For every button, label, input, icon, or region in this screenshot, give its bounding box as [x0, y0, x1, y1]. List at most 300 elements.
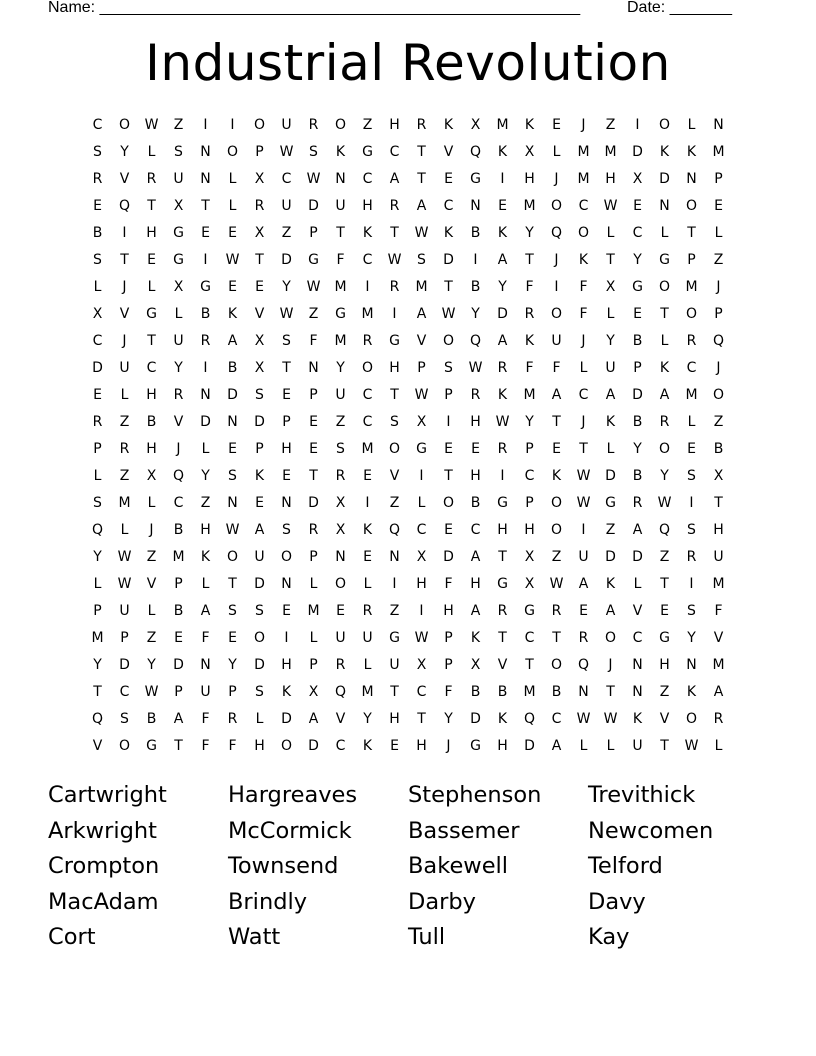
- grid-letter: K: [578, 252, 589, 268]
- grid-letter: P: [714, 171, 723, 187]
- grid-letter: O: [604, 630, 617, 646]
- grid-letter: O: [685, 306, 698, 322]
- word-list-item: Stephenson: [408, 782, 542, 808]
- word-list-item: Arkwright: [48, 817, 157, 844]
- grid-letter: M: [172, 549, 185, 565]
- grid-letter: Z: [605, 522, 616, 538]
- grid-letter: X: [92, 306, 103, 322]
- grid-letter: V: [335, 711, 346, 727]
- grid-letter: S: [255, 684, 264, 700]
- grid-letter: T: [660, 306, 669, 322]
- grid-letter: H: [605, 171, 616, 187]
- grid-letter: O: [253, 117, 266, 133]
- grid-letter: C: [173, 495, 184, 511]
- grid-letter: G: [362, 144, 373, 160]
- grid-letter: J: [554, 252, 559, 268]
- grid-letter: G: [497, 495, 508, 511]
- grid-letter: B: [713, 441, 724, 457]
- grid-letter: M: [523, 387, 536, 403]
- grid-letter: I: [419, 603, 424, 619]
- grid-letter: M: [712, 657, 725, 673]
- grid-letter: Q: [577, 657, 590, 673]
- grid-letter: E: [309, 414, 318, 430]
- grid-letter: U: [335, 387, 346, 403]
- grid-letter: E: [390, 738, 399, 754]
- grid-letter: H: [389, 360, 400, 376]
- grid-letter: L: [687, 414, 696, 430]
- grid-letter: Z: [605, 117, 616, 133]
- grid-letter: L: [633, 576, 642, 592]
- grid-letter: P: [93, 603, 102, 619]
- grid-letter: Y: [687, 630, 696, 646]
- page-title: Industrial Revolution: [145, 34, 671, 92]
- grid-letter: B: [470, 225, 481, 241]
- grid-letter: Y: [174, 360, 183, 376]
- grid-letter: F: [444, 684, 453, 700]
- grid-letter: W: [144, 117, 159, 133]
- grid-letter: P: [174, 684, 183, 700]
- grid-letter: W: [225, 252, 240, 268]
- grid-letter: S: [255, 603, 264, 619]
- grid-letter: R: [686, 333, 697, 349]
- grid-letter: R: [308, 522, 319, 538]
- grid-letter: E: [552, 117, 561, 133]
- grid-letter: K: [524, 333, 535, 349]
- grid-letter: O: [118, 738, 131, 754]
- grid-letter: J: [716, 279, 721, 295]
- grid-letter: E: [336, 603, 345, 619]
- grid-letter: D: [281, 711, 292, 727]
- grid-letter: J: [716, 360, 721, 376]
- grid-letter: H: [497, 738, 508, 754]
- grid-letter: E: [282, 603, 291, 619]
- grid-letter: Y: [660, 468, 669, 484]
- grid-letter: T: [525, 657, 534, 673]
- grid-letter: T: [660, 576, 669, 592]
- grid-letter: P: [633, 360, 642, 376]
- grid-letter: T: [282, 360, 291, 376]
- grid-letter: T: [606, 252, 615, 268]
- grid-row: [84, 112, 732, 139]
- grid-letter: A: [551, 387, 562, 403]
- grid-row: [84, 490, 732, 517]
- grid-letter: I: [689, 576, 694, 592]
- grid-letter: B: [470, 684, 481, 700]
- grid-letter: L: [174, 306, 183, 322]
- grid-letter: C: [389, 144, 400, 160]
- grid-letter: H: [416, 738, 427, 754]
- grid-letter: R: [497, 360, 508, 376]
- grid-letter: T: [687, 225, 696, 241]
- grid-letter: W: [468, 360, 483, 376]
- grid-letter: R: [713, 711, 724, 727]
- grid-letter: Q: [172, 468, 185, 484]
- grid-letter: H: [524, 171, 535, 187]
- grid-letter: W: [576, 468, 591, 484]
- grid-letter: Z: [389, 603, 400, 619]
- grid-letter: O: [550, 198, 563, 214]
- grid-letter: I: [500, 171, 505, 187]
- grid-letter: O: [280, 738, 293, 754]
- grid-letter: G: [389, 630, 400, 646]
- grid-letter: D: [470, 711, 481, 727]
- grid-letter: X: [470, 117, 481, 133]
- grid-letter: M: [685, 279, 698, 295]
- grid-letter: L: [147, 279, 156, 295]
- grid-letter: K: [200, 549, 211, 565]
- grid-letter: A: [200, 603, 211, 619]
- grid-letter: O: [550, 657, 563, 673]
- grid-letter: E: [444, 171, 453, 187]
- grid-letter: T: [174, 738, 183, 754]
- grid-letter: R: [254, 198, 265, 214]
- grid-letter: O: [226, 144, 239, 160]
- grid-letter: S: [282, 333, 291, 349]
- grid-letter: P: [444, 630, 453, 646]
- grid-letter: T: [390, 684, 399, 700]
- word-list-item: Townsend: [228, 853, 339, 879]
- grid-row: [84, 274, 732, 301]
- grid-letter: W: [306, 279, 321, 295]
- grid-letter: X: [254, 225, 265, 241]
- grid-letter: M: [361, 306, 374, 322]
- grid-letter: U: [281, 117, 292, 133]
- grid-letter: E: [552, 441, 561, 457]
- grid-letter: W: [576, 495, 591, 511]
- grid-letter: G: [308, 252, 319, 268]
- grid-row: [84, 220, 732, 247]
- grid-letter: Q: [550, 225, 563, 241]
- grid-letter: G: [632, 279, 643, 295]
- grid-letter: O: [685, 198, 698, 214]
- grid-letter: T: [201, 198, 210, 214]
- grid-letter: T: [93, 684, 102, 700]
- grid-letter: B: [92, 225, 103, 241]
- grid-letter: S: [282, 522, 291, 538]
- grid-letter: R: [227, 711, 238, 727]
- grid-letter: C: [416, 684, 427, 700]
- grid-letter: C: [362, 414, 373, 430]
- word-list-item: MacAdam: [48, 888, 159, 915]
- grid-letter: L: [201, 576, 210, 592]
- grid-letter: A: [632, 522, 643, 538]
- grid-letter: E: [228, 279, 237, 295]
- grid-letter: P: [120, 630, 129, 646]
- grid-letter: N: [200, 144, 211, 160]
- grid-letter: C: [281, 171, 292, 187]
- grid-letter: M: [307, 603, 320, 619]
- grid-letter: B: [470, 495, 481, 511]
- grid-letter: O: [388, 441, 401, 457]
- grid-letter: N: [713, 117, 724, 133]
- grid-letter: W: [576, 711, 591, 727]
- grid-letter: D: [605, 468, 616, 484]
- word-list-item: Newcomen: [588, 817, 714, 844]
- grid-letter: W: [279, 306, 294, 322]
- grid-letter: O: [658, 279, 671, 295]
- grid-letter: H: [254, 738, 265, 754]
- grid-letter: D: [119, 657, 130, 673]
- grid-letter: D: [308, 495, 319, 511]
- grid-letter: F: [552, 360, 561, 376]
- grid-letter: A: [389, 171, 400, 187]
- grid-letter: T: [525, 252, 534, 268]
- grid-letter: O: [442, 495, 455, 511]
- grid-letter: B: [146, 711, 157, 727]
- grid-row: [84, 436, 732, 463]
- grid-row: [84, 193, 732, 220]
- grid-letter: P: [255, 441, 264, 457]
- grid-letter: D: [92, 360, 103, 376]
- grid-letter: Q: [388, 522, 401, 538]
- grid-letter: X: [632, 171, 643, 187]
- grid-letter: B: [632, 414, 643, 430]
- grid-letter: E: [255, 279, 264, 295]
- grid-letter: F: [201, 738, 210, 754]
- grid-letter: Y: [147, 657, 156, 673]
- grid-letter: J: [581, 333, 586, 349]
- grid-letter: G: [416, 441, 427, 457]
- grid-letter: W: [549, 576, 564, 592]
- grid-letter: K: [497, 144, 508, 160]
- grid-letter: E: [579, 603, 588, 619]
- grid-letter: G: [497, 576, 508, 592]
- grid-letter: X: [254, 333, 265, 349]
- grid-letter: D: [254, 414, 265, 430]
- grid-letter: X: [335, 522, 346, 538]
- grid-letter: T: [147, 198, 156, 214]
- grid-letter: I: [392, 576, 397, 592]
- grid-letter: S: [687, 603, 696, 619]
- grid-letter: P: [309, 225, 318, 241]
- grid-letter: Z: [551, 549, 562, 565]
- grid-letter: V: [254, 306, 265, 322]
- grid-letter: V: [119, 306, 130, 322]
- grid-letter: F: [579, 279, 588, 295]
- grid-letter: N: [281, 495, 292, 511]
- grid-letter: G: [659, 252, 670, 268]
- grid-letter: R: [389, 279, 400, 295]
- grid-letter: M: [523, 684, 536, 700]
- grid-letter: U: [605, 360, 616, 376]
- grid-letter: W: [441, 306, 456, 322]
- grid-letter: V: [416, 333, 427, 349]
- grid-letter: L: [228, 171, 237, 187]
- grid-letter: O: [658, 441, 671, 457]
- grid-letter: Z: [659, 684, 670, 700]
- grid-letter: J: [176, 441, 181, 457]
- grid-letter: T: [336, 225, 345, 241]
- grid-letter: W: [414, 387, 429, 403]
- grid-letter: U: [254, 549, 265, 565]
- grid-letter: K: [335, 144, 346, 160]
- grid-letter: C: [578, 198, 589, 214]
- grid-letter: F: [336, 252, 345, 268]
- grid-letter: E: [201, 225, 210, 241]
- grid-letter: E: [471, 441, 480, 457]
- grid-letter: H: [416, 576, 427, 592]
- grid-letter: A: [173, 711, 184, 727]
- grid-letter: Q: [523, 711, 536, 727]
- grid-letter: Y: [120, 144, 129, 160]
- grid-letter: H: [281, 657, 292, 673]
- grid-letter: Y: [606, 333, 615, 349]
- grid-row: [84, 733, 732, 760]
- grid-letter: E: [633, 198, 642, 214]
- grid-letter: M: [91, 630, 104, 646]
- grid-letter: B: [632, 468, 643, 484]
- grid-letter: J: [581, 117, 586, 133]
- grid-letter: E: [228, 441, 237, 457]
- grid-letter: P: [687, 252, 696, 268]
- grid-letter: U: [335, 198, 346, 214]
- grid-letter: Y: [471, 306, 480, 322]
- grid-letter: D: [254, 657, 265, 673]
- grid-letter: Y: [93, 549, 102, 565]
- grid-letter: L: [147, 495, 156, 511]
- grid-letter: S: [390, 414, 399, 430]
- grid-letter: Y: [336, 360, 345, 376]
- grid-letter: E: [228, 630, 237, 646]
- grid-letter: D: [281, 252, 292, 268]
- grid-letter: A: [254, 522, 265, 538]
- word-list-row: [48, 920, 768, 956]
- word-list-item: Tull: [408, 924, 446, 950]
- grid-letter: U: [200, 684, 211, 700]
- word-list-item: Telford: [588, 853, 663, 879]
- grid-letter: A: [227, 333, 238, 349]
- grid-letter: I: [365, 495, 370, 511]
- grid-letter: K: [551, 468, 562, 484]
- grid-letter: L: [309, 630, 318, 646]
- grid-letter: B: [200, 306, 211, 322]
- word-list-row: [48, 849, 768, 885]
- grid-letter: D: [308, 198, 319, 214]
- grid-letter: G: [470, 738, 481, 754]
- grid-letter: M: [361, 441, 374, 457]
- grid-row: [84, 517, 732, 544]
- word-list-item: Davy: [588, 888, 646, 915]
- grid-letter: P: [93, 441, 102, 457]
- grid-letter: K: [362, 738, 373, 754]
- grid-letter: B: [632, 333, 643, 349]
- grid-letter: Q: [118, 198, 131, 214]
- grid-letter: L: [120, 387, 129, 403]
- grid-letter: E: [444, 441, 453, 457]
- grid-letter: R: [119, 441, 130, 457]
- grid-letter: S: [174, 144, 183, 160]
- grid-letter: H: [524, 522, 535, 538]
- grid-letter: P: [228, 684, 237, 700]
- grid-letter: S: [687, 522, 696, 538]
- grid-letter: L: [606, 225, 615, 241]
- grid-letter: I: [203, 117, 208, 133]
- grid-letter: A: [416, 306, 427, 322]
- grid-letter: K: [686, 144, 697, 160]
- grid-letter: P: [174, 576, 183, 592]
- grid-letter: N: [632, 684, 643, 700]
- grid-letter: Q: [91, 711, 104, 727]
- grid-letter: C: [335, 738, 346, 754]
- grid-letter: L: [147, 603, 156, 619]
- grid-letter: C: [632, 225, 643, 241]
- grid-letter: E: [714, 198, 723, 214]
- grid-letter: F: [201, 630, 210, 646]
- grid-letter: C: [686, 360, 697, 376]
- grid-letter: L: [606, 441, 615, 457]
- grid-letter: A: [470, 603, 481, 619]
- grid-letter: L: [579, 738, 588, 754]
- grid-letter: Q: [658, 522, 671, 538]
- date-field-label: Date: _______: [627, 0, 732, 16]
- grid-letter: U: [551, 333, 562, 349]
- grid-letter: K: [443, 117, 454, 133]
- grid-letter: U: [173, 171, 184, 187]
- grid-letter: B: [227, 360, 238, 376]
- word-list-item: Cort: [48, 924, 96, 950]
- grid-letter: L: [363, 657, 372, 673]
- grid-letter: K: [659, 360, 670, 376]
- grid-letter: N: [200, 387, 211, 403]
- grid-letter: S: [336, 441, 345, 457]
- grid-letter: U: [119, 360, 130, 376]
- grid-letter: A: [578, 576, 589, 592]
- grid-letter: Y: [282, 279, 291, 295]
- grid-letter: A: [308, 711, 319, 727]
- grid-letter: F: [525, 279, 534, 295]
- grid-letter: R: [335, 657, 346, 673]
- grid-letter: H: [443, 603, 454, 619]
- grid-letter: C: [551, 711, 562, 727]
- grid-letter: Q: [91, 522, 104, 538]
- grid-letter: V: [659, 711, 670, 727]
- grid-letter: U: [335, 630, 346, 646]
- grid-letter: C: [578, 387, 589, 403]
- grid-letter: N: [281, 576, 292, 592]
- grid-row: [84, 598, 732, 625]
- grid-letter: Y: [633, 441, 642, 457]
- grid-letter: H: [470, 468, 481, 484]
- grid-letter: E: [444, 522, 453, 538]
- grid-letter: J: [554, 171, 559, 187]
- grid-letter: U: [578, 549, 589, 565]
- grid-letter: T: [390, 387, 399, 403]
- grid-letter: O: [550, 522, 563, 538]
- grid-row: [84, 463, 732, 490]
- grid-letter: D: [254, 576, 265, 592]
- grid-letter: L: [417, 495, 426, 511]
- grid-letter: F: [309, 333, 318, 349]
- grid-letter: D: [443, 549, 454, 565]
- grid-letter: Q: [469, 333, 482, 349]
- grid-letter: K: [605, 576, 616, 592]
- grid-letter: O: [226, 549, 239, 565]
- grid-letter: D: [200, 414, 211, 430]
- grid-letter: W: [117, 549, 132, 565]
- grid-letter: Z: [119, 414, 130, 430]
- grid-letter: K: [227, 306, 238, 322]
- grid-letter: X: [254, 360, 265, 376]
- grid-letter: V: [443, 144, 454, 160]
- grid-letter: K: [659, 144, 670, 160]
- grid-letter: O: [685, 711, 698, 727]
- grid-letter: O: [280, 549, 293, 565]
- grid-letter: N: [227, 495, 238, 511]
- grid-letter: G: [146, 738, 157, 754]
- word-list-item: Kay: [588, 924, 630, 950]
- grid-letter: K: [443, 225, 454, 241]
- grid-letter: I: [392, 306, 397, 322]
